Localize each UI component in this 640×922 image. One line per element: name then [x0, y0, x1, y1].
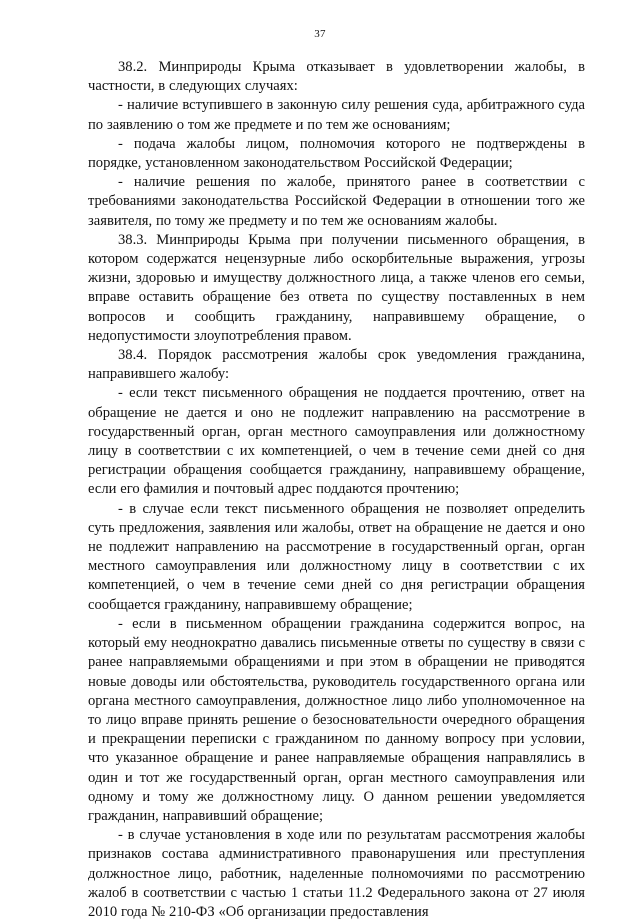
- list-item-court-decision: - наличие вступившего в законную силу решения суда, арбитражного суда по заявлению о том же предмете и по тем же основаниям;: [88, 97, 585, 133]
- paragraph-38-4: 38.4. Порядок рассмотрения жалобы срок уведомления гражданина, направившего жалобу:: [88, 347, 585, 383]
- list-item-unclear-essence: - в случае если текст письменного обращения не позволяет определить суть предложения, заявления или жалобы, ответ на обращение не дается и оно не подлежит направлению на рассмотрение в государственный орган, орган местного самоуправления или должностному лицу в соответствии с их компетенцией, о чем в течение семи дней со дня регистрации обращения сообщается гражданину, направившему обращение;: [88, 500, 585, 613]
- list-item-unreadable-text: - если текст письменного обращения не поддается прочтению, ответ на обращение не дается и оно не подлежит направлению на рассмотрение в государственный орган, орган местного самоуправления или должностному лицу в соответствии с их компетенцией, о чем в течение семи дней со дня регистрации обращения сообщается гражданину, направившему обращение, если его фамилия и почтовый адрес поддаются прочтению;: [88, 385, 585, 498]
- paragraph-38-3: 38.3. Минприроды Крыма при получении письменного обращения, в котором содержатся нецензурные либо оскорбительные выражения, угрозы жизни, здоровью и имуществу должностного лица, а также членов его семьи, вправе оставить обращение без ответа по существу поставленных в нем вопросов и сообщить гражданину, направившему обращение, о недопустимости злоупотребления правом.: [88, 231, 585, 344]
- list-item-unconfirmed-authority: - подача жалобы лицом, полномочия которого не подтверждены в порядке, установленном законодательством Российской Федерации;: [88, 135, 585, 172]
- list-item-prior-decision: - наличие решения по жалобе, принятого ранее в соответствии с требованиями законодательства Российской Федерации в отношении того же заявителя, по тому же предмету и по тем же основаниям жалобы.: [88, 174, 585, 229]
- list-item-offense-signs: - в случае установления в ходе или по результатам рассмотрения жалобы признаков состава административного правонарушения или преступления должностное лицо, работник, наделенные полномочиями по рассмотрению жалоб в соответствии с частью 1 статьи 11.2 Федерального закона от 27 июля 2010 года № 210-ФЗ «Об организации предоставления: [88, 827, 585, 920]
- paragraph-38-2: 38.2. Минприроды Крыма отказывает в удовлетворении жалобы, в частности, в следующих случаях:: [88, 59, 585, 95]
- list-item-repeated-question: - если в письменном обращении гражданина содержится вопрос, на который ему неоднократно давались письменные ответы по существу в связи с ранее направляемыми обращениями и при этом в обращении не приводятся новые доводы или обстоятельства, руководитель государственного органа или органа местного самоуправления, должностное лицо либо уполномоченное на то лицо вправе принять решение о безосновательности очередного обращения и прекращении переписки с гражданином по данному вопросу при условии, что указанное обращение и ранее направляемые обращения направлялись в один и тот же государственный орган, орган местного самоуправления или одному и тому же должностному лицу. О данном решении уведомляется гражданин, направивший обращение;: [88, 615, 585, 824]
- document-body: [88, 58, 585, 922]
- page-number: 37: [314, 28, 326, 40]
